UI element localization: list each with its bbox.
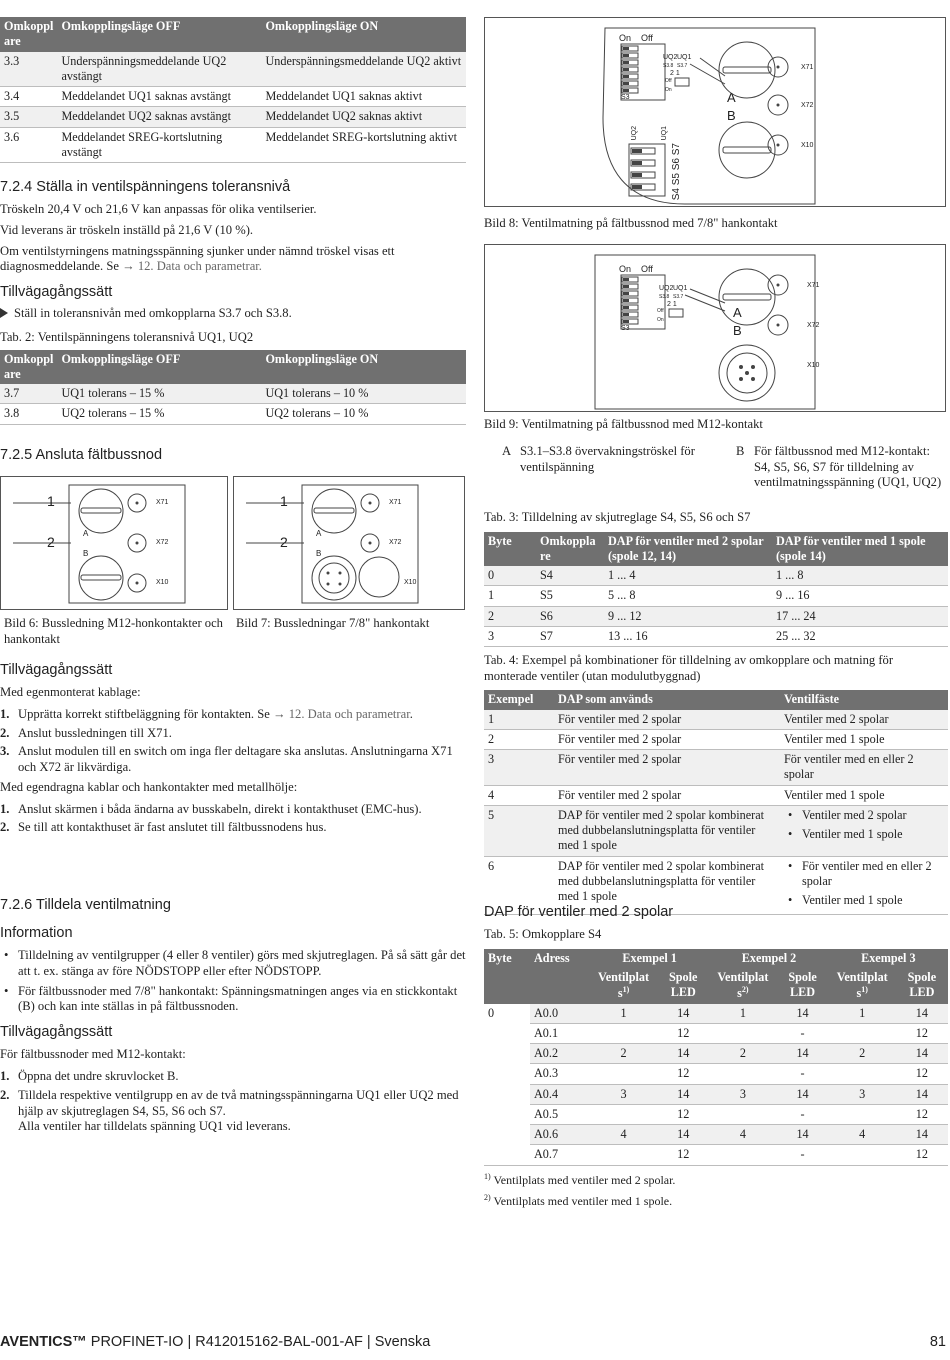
cell — [829, 1145, 896, 1165]
cell: 2 — [484, 606, 536, 626]
cell: Meddelandet UQ2 saknas avstängt — [57, 107, 261, 127]
cell: 4 — [709, 1125, 776, 1145]
cell — [590, 1104, 657, 1124]
label-s3-8: S3.8 — [659, 294, 670, 300]
intro: För fältbussnoder med M12-kontakt: — [0, 1047, 186, 1062]
section-7-2-6 — [0, 896, 466, 1138]
page-footer — [0, 1333, 950, 1351]
label-x10: X10 — [801, 142, 814, 149]
th — [484, 968, 530, 1004]
callout-2: 2 — [47, 534, 55, 550]
figure-9-caption: Bild 9: Ventilmatning på fältbussnod med M12-kontakt — [484, 417, 763, 431]
cell: 2 — [829, 1044, 896, 1064]
cell: A0.1 — [530, 1023, 590, 1043]
cell: Meddelandet SREG-kortslutning avstängt — [57, 127, 261, 163]
label-21: 2 1 — [667, 301, 677, 308]
table-caption: Tab. 4: Exempel på kombinationer för tilldelning av omkopplare och matning för monterade ventiler (utan modulutbyggnad) — [484, 653, 894, 683]
label-b: B — [316, 549, 322, 558]
cell: 3.4 — [0, 87, 57, 107]
cell: 14 — [776, 1044, 828, 1064]
arrow-icon: → — [122, 259, 138, 274]
label-uq1: UQ1 — [673, 285, 688, 292]
list-item: 1. Anslut skärmen i båda ändarna av busskabeln, direkt i kontakthuset (EMC-hus). — [0, 801, 422, 816]
cell: A0.0 — [530, 1004, 590, 1024]
figure-8-caption: Bild 8: Ventilmatning på fältbussnod med 7/8" hankontakt — [484, 216, 778, 230]
cell: 14 — [657, 1044, 709, 1064]
bullet-item: • För ventiler med en eller 2 spolar — [784, 859, 944, 890]
figure-6-caption: Bild 6: Bussledning M12-honkontakter och hankontakt — [4, 616, 223, 646]
paragraph: Tröskeln 20,4 V och 21,6 V kan anpassas för olika ventilserier. — [0, 202, 317, 217]
cell — [829, 1023, 896, 1043]
cell: UQ1 tolerans – 10 % — [261, 384, 466, 404]
callout-1: 1 — [47, 493, 55, 509]
cell: 14 — [776, 1084, 828, 1104]
cell: För ventiler med 2 spolar — [554, 750, 780, 786]
cell: A0.6 — [530, 1125, 590, 1145]
label-a: A — [727, 90, 736, 105]
cell: 2 — [484, 729, 554, 749]
figure-9-drawing — [485, 245, 946, 412]
list-item: 3. Anslut modulen till en switch om inga fler deltagare ska anslutas. Anslutningarna X71 och X72 är likvärdiga. — [0, 744, 453, 775]
legend-value: S3.1–S3.8 övervakningströskel för ventilspänning — [520, 444, 695, 474]
label-x10: X10 — [156, 579, 169, 586]
cell: A0.2 — [530, 1044, 590, 1064]
th: Adress — [530, 949, 590, 968]
legend-key: B — [736, 444, 745, 458]
figure-8 — [484, 17, 946, 207]
label-x72: X72 — [801, 102, 814, 109]
cell: - — [776, 1145, 828, 1165]
cell: - — [776, 1064, 828, 1084]
table-caption: Tab. 3: Tilldelning av skjutreglage S4, S5, S6 och S7 — [484, 510, 751, 524]
th: Ventilplat $s^{1)}$ — [590, 968, 657, 1004]
arrow-icon: → — [272, 706, 289, 721]
cell: 14 — [896, 1125, 948, 1145]
label-s3: S3 — [621, 325, 630, 332]
label-on-small: On — [657, 317, 664, 323]
cell: 6 — [484, 856, 554, 915]
cell: S6 — [536, 606, 604, 626]
th: Exempel 1 — [590, 949, 709, 968]
cell: 5 — [484, 805, 554, 856]
legend-value: För fältbussnod med M12-kontakt: S4, S5, S6, S7 för tilldelning av ventilmatningsspänning (UQ1, UQ2) — [754, 444, 942, 490]
figure-7 — [233, 476, 465, 610]
section-title: DAP för ventiler med 2 spolar — [484, 904, 674, 920]
cell: 14 — [896, 1004, 948, 1024]
th-on: Omkopplingsläge ON — [261, 17, 466, 52]
label-x71: X71 — [801, 64, 814, 71]
cell: UQ1 tolerans – 15 % — [57, 384, 261, 404]
label-x72: X72 — [156, 539, 169, 546]
th: Spole LED — [776, 968, 828, 1004]
cell — [590, 1023, 657, 1043]
cell — [709, 1064, 776, 1084]
bullet-item: • Tilldelning av ventilgrupper (4 eller 8 ventiler) görs med skjutreglagen. På så sätt går det att t. ex. stänga av före NÖDSTOPP eller efter NÖDSTOPP. — [0, 948, 466, 979]
label-x71: X71 — [807, 282, 820, 289]
legend-b — [736, 444, 948, 491]
cell: 3.8 — [0, 404, 57, 424]
cell: 1 — [484, 710, 554, 730]
cell: 0 — [484, 566, 536, 586]
list-item: 1. Upprätta korrekt stiftbeläggning för kontakten. Se → 12. Data och parametrar. — [0, 706, 413, 721]
cell: A0.3 — [530, 1064, 590, 1084]
list-item: 1. Öppna det undre skruvlocket B. — [0, 1069, 179, 1084]
th: Byte — [484, 532, 536, 567]
footnote: $^{1)}$ Ventilplats med ventiler med 2 spolar. — [484, 1171, 676, 1187]
footer-text: PROFINET-IO | R412015162-BAL-001-AF | Svenska — [86, 1334, 431, 1350]
footnote: $^{2)}$ Ventilplats med ventiler med 1 spole. — [484, 1192, 673, 1208]
cross-reference-link[interactable]: 12. Data och parametrar — [288, 706, 410, 721]
label-on: On — [619, 33, 632, 43]
cell: A0.4 — [530, 1084, 590, 1104]
cell: Ventiler med 1 spole — [780, 785, 948, 805]
cell: 2 — [590, 1044, 657, 1064]
label-uq1: UQ1 — [677, 54, 692, 61]
cell: 1 — [829, 1004, 896, 1024]
th-switch: Omkoppl are — [0, 350, 57, 385]
section-title: 7.2.6 Tilldela ventilmatning — [0, 897, 171, 913]
cell: 1 — [484, 586, 536, 606]
th: Byte — [484, 949, 530, 968]
cell: Meddelandet UQ1 saknas avstängt — [57, 87, 261, 107]
cell: 3 — [484, 626, 536, 646]
figure-8-drawing — [485, 18, 946, 207]
legend-key: A — [502, 444, 512, 458]
step: Ställ in toleransnivån med omkopplarna S3.7 och S3.8. — [0, 306, 466, 322]
cell: 25 ... 32 — [772, 626, 948, 646]
cell: Ventiler med 2 spolar — [780, 710, 948, 730]
cell: A0.7 — [530, 1145, 590, 1165]
label-b: B — [727, 108, 736, 123]
cell: 14 — [776, 1125, 828, 1145]
cell — [709, 1023, 776, 1043]
th-switch: Omkoppl are — [0, 17, 57, 52]
figure-7-caption: Bild 7: Bussledningar 7/8" hankontakt — [236, 616, 430, 630]
cell: 0 — [484, 1004, 530, 1166]
label-x10: X10 — [404, 579, 417, 586]
cell: 14 — [657, 1084, 709, 1104]
table-5 — [484, 949, 948, 1166]
th: Ventilplat $s^{1)}$ — [829, 968, 896, 1004]
label-off: Off — [641, 264, 653, 274]
bullet-item: • För fältbussnoder med 7/8" hankontakt: Spänningsmatningen anges via en stickkontakt (B) och kan inte ställas in på fältbussnoden. — [0, 984, 466, 1015]
procedure-7-2-5 — [0, 661, 466, 839]
information-heading: Information — [0, 925, 73, 942]
cross-reference-link[interactable]: 12. Data och parametrar. — [137, 259, 262, 274]
cell: 1 — [709, 1004, 776, 1024]
th-off: Omkopplingsläge OFF — [57, 350, 261, 385]
cell: Meddelandet UQ2 saknas aktivt — [261, 107, 466, 127]
th: Ventilfäste — [780, 690, 948, 709]
label-a: A — [733, 305, 742, 320]
cell: 4 — [829, 1125, 896, 1145]
cell: 12 — [896, 1104, 948, 1124]
intro: Med egenmonterat kablage: — [0, 685, 141, 700]
cell: 9 ... 16 — [772, 586, 948, 606]
table-tolerance — [0, 350, 466, 425]
label-s3: S3 — [621, 94, 630, 101]
cell: Meddelandet SREG-kortslutning aktivt — [261, 127, 466, 163]
cell: För ventiler med 2 spolar — [554, 710, 780, 730]
cell: 1 ... 4 — [604, 566, 772, 586]
cell: 3.5 — [0, 107, 57, 127]
procedure-heading: Tillvägagångssätt — [0, 662, 113, 678]
label-off-small: Off — [657, 308, 664, 314]
label-off: Off — [641, 33, 653, 43]
cell: 12 — [657, 1023, 709, 1043]
cell: 5 ... 8 — [604, 586, 772, 606]
cell: 1 — [590, 1004, 657, 1024]
label-off-small: Off — [665, 78, 672, 84]
th — [530, 968, 590, 1004]
list-item: 2. Se till att kontakthuset är fast anslutet till fältbussnodens hus. — [0, 820, 327, 835]
section-title: 7.2.4 Ställa in ventilspänningens toleransnivå — [0, 179, 291, 195]
th: Spole LED — [657, 968, 709, 1004]
label-b: B — [733, 323, 742, 338]
cell: 14 — [657, 1004, 709, 1024]
table-3 — [484, 532, 948, 648]
th: Omkoppla re — [536, 532, 604, 567]
table-caption: Tab. 5: Omkopplare S4 — [484, 927, 602, 942]
cell: 3.7 — [0, 384, 57, 404]
cell: S5 — [536, 586, 604, 606]
table-3-block — [484, 510, 948, 647]
figure-7-drawing — [234, 477, 465, 610]
th: DAP för ventiler med 1 spole (spole 14) — [772, 532, 948, 567]
cell: 3 — [590, 1084, 657, 1104]
label-x72: X72 — [807, 322, 820, 329]
cell: 12 — [657, 1104, 709, 1124]
cell — [590, 1145, 657, 1165]
label-uq2: UQ2 — [663, 54, 678, 61]
cell: 12 — [657, 1145, 709, 1165]
brand-name: AVENTICS™ — [0, 1334, 87, 1350]
label-on: On — [619, 264, 632, 274]
procedure-heading: Tillvägagångssätt — [0, 284, 113, 301]
figure-9 — [484, 244, 946, 412]
cell: 4 — [484, 785, 554, 805]
table-top-switches — [0, 17, 466, 163]
label-x71: X71 — [156, 499, 169, 506]
label-a: A — [83, 529, 89, 538]
cell: S7 — [536, 626, 604, 646]
th-on: Omkopplingsläge ON — [261, 350, 466, 385]
label-a: A — [316, 529, 322, 538]
label-uq2-vertical: UQ2 — [631, 126, 638, 141]
label-on-small: On — [665, 87, 672, 93]
bullet-item: • Ventiler med 1 spole — [784, 827, 944, 842]
label-s4-s7: S4 S5 S6 S7 — [671, 143, 682, 201]
cell: 3 — [484, 750, 554, 786]
figure-6-drawing — [1, 477, 228, 610]
th: Spole LED — [896, 968, 948, 1004]
play-triangle-icon — [0, 308, 8, 318]
cell: 14 — [776, 1004, 828, 1024]
label-s3-7: S3.7 — [673, 294, 684, 300]
cell: 3 — [829, 1084, 896, 1104]
cell — [590, 1064, 657, 1084]
cell: 3 — [709, 1084, 776, 1104]
th-off: Omkopplingsläge OFF — [57, 17, 261, 52]
cell: 12 — [657, 1064, 709, 1084]
cell: 12 — [896, 1145, 948, 1165]
cell: 14 — [896, 1044, 948, 1064]
paragraph: Vid leverans är tröskeln inställd på 21,6 V (10 %). — [0, 222, 254, 237]
cell — [780, 805, 948, 856]
th: Exempel 2 — [709, 949, 828, 968]
cell: För ventiler med 2 spolar — [554, 785, 780, 805]
cell: 1 ... 8 — [772, 566, 948, 586]
cell: För ventiler med en eller 2 spolar — [780, 750, 948, 786]
section-title-7-2-5: 7.2.5 Ansluta fältbussnod — [0, 447, 163, 463]
label-x72: X72 — [389, 539, 402, 546]
cell: DAP för ventiler med 2 spolar kombinerat med dubbelanslutningsplatta för ventiler med 1 spole — [554, 856, 780, 915]
list-item: 2. Tilldela respektive ventilgrupp en av de två matningsspänningarna UQ1 eller UQ2 med hjälp av skjutreglagen S4, S5, S6 och S7. Alla ventiler har tilldelats spänning UQ1 vid leverans. — [0, 1087, 459, 1134]
callout-2: 2 — [280, 534, 288, 550]
label-s3-7: S3.7 — [677, 63, 688, 69]
cell: A0.5 — [530, 1104, 590, 1124]
cell: Meddelandet UQ1 saknas aktivt — [261, 87, 466, 107]
figure-6 — [0, 476, 228, 610]
list-item: 2. Anslut bussledningen till X71. — [0, 725, 172, 740]
cell: 3.6 — [0, 127, 57, 163]
th: Ventilplat $s^{2)}$ — [709, 968, 776, 1004]
cell: UQ2 tolerans – 15 % — [57, 404, 261, 424]
cell: 14 — [896, 1084, 948, 1104]
procedure-heading: Tillvägagångssätt — [0, 1024, 113, 1041]
cell: Underspänningsmeddelande UQ2 avstängt — [57, 52, 261, 87]
legend-a — [502, 444, 717, 475]
cell: 2 — [709, 1044, 776, 1064]
section-7-2-4 — [0, 178, 466, 425]
th: DAP för ventiler med 2 spolar (spole 12, 14) — [604, 532, 772, 567]
cell: För ventiler med 2 spolar — [554, 729, 780, 749]
table-4-block — [484, 653, 948, 915]
th: Exempel 3 — [829, 949, 948, 968]
th: DAP som används — [554, 690, 780, 709]
label-s3-8: S3.8 — [663, 63, 674, 69]
cell: 12 — [896, 1064, 948, 1084]
label-x71: X71 — [389, 499, 402, 506]
cell — [829, 1104, 896, 1124]
cell: 13 ... 16 — [604, 626, 772, 646]
callout-1: 1 — [280, 493, 288, 509]
cell: Ventiler med 1 spole — [780, 729, 948, 749]
label-uq2: UQ2 — [659, 285, 674, 292]
paragraph: Om ventilstyrningens matningsspänning sjunker under nämnd tröskel visas ett diagnosmeddelande. Se → 12. Data och parametrar. — [0, 243, 395, 274]
table-4 — [484, 690, 948, 915]
label-21: 2 1 — [670, 70, 680, 77]
cell: 12 — [896, 1023, 948, 1043]
bullet-item: • Ventiler med 1 spole — [784, 893, 944, 908]
bullet-item: • Ventiler med 2 spolar — [784, 808, 944, 823]
page-number: 81 — [929, 1334, 946, 1350]
cell: - — [776, 1023, 828, 1043]
cell: - — [776, 1104, 828, 1124]
cell: 4 — [590, 1125, 657, 1145]
cell: UQ2 tolerans – 10 % — [261, 404, 466, 424]
intro: Med egendragna kablar och hankontakter med metallhölje: — [0, 779, 298, 794]
label-x10: X10 — [807, 362, 820, 369]
cell: 3.3 — [0, 52, 57, 87]
label-uq1-vertical: UQ1 — [661, 126, 668, 141]
table-caption: Tab. 2: Ventilspänningens toleransnivå UQ1, UQ2 — [0, 329, 254, 344]
cell — [709, 1145, 776, 1165]
cell — [829, 1064, 896, 1084]
cell — [709, 1104, 776, 1124]
label-b: B — [83, 549, 89, 558]
cell: Underspänningsmeddelande UQ2 aktivt — [261, 52, 466, 87]
cell: S4 — [536, 566, 604, 586]
cell: 14 — [657, 1125, 709, 1145]
cell: 17 ... 24 — [772, 606, 948, 626]
dap-section — [484, 903, 948, 1209]
th: Exempel — [484, 690, 554, 709]
cell: DAP för ventiler med 2 spolar kombinerat med dubbelanslutningsplatta för ventiler med 1 spole — [554, 805, 780, 856]
cell: 9 ... 12 — [604, 606, 772, 626]
